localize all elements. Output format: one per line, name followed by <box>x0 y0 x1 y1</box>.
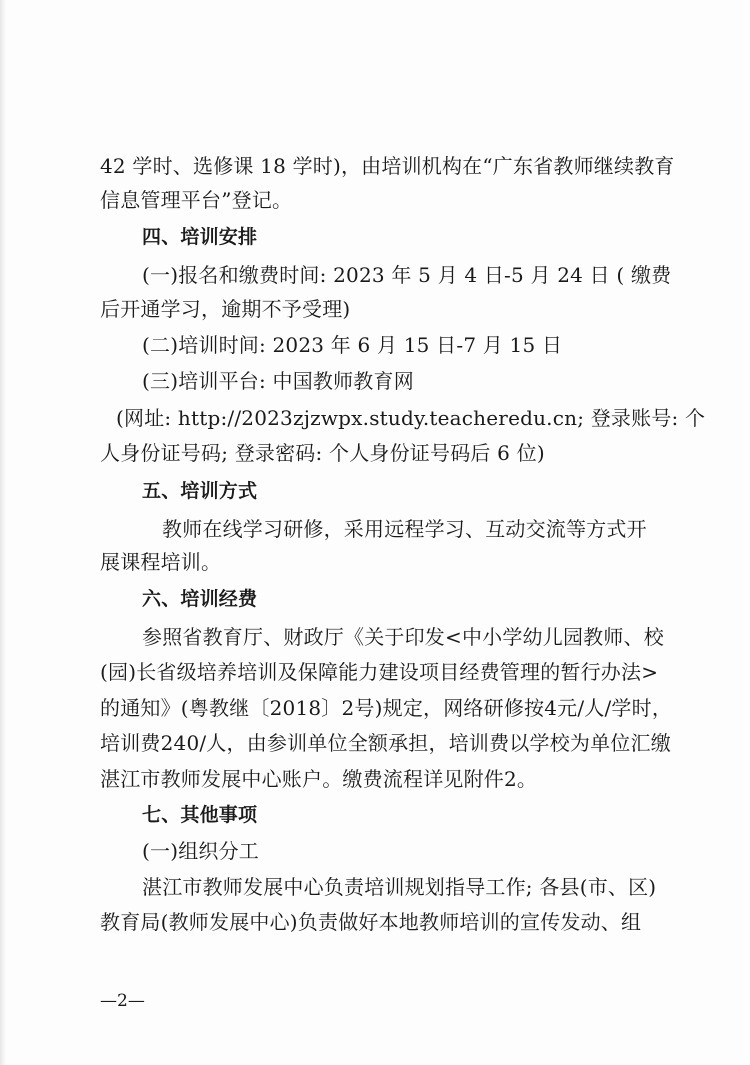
body-line-13: 的通知》(粤教继〔2018〕2号)规定，网络研修按4元/人/学时， <box>100 696 673 720</box>
page-edge-shadow <box>0 0 6 1065</box>
body-line-1: 42 学时、选修课 18 学时)，由培训机构在“广东省教师继续教育 <box>100 154 675 178</box>
section-heading-7: 七、其他事项 <box>142 804 258 826</box>
body-line-4: 后开通学习，逾期不予受理) <box>100 297 351 321</box>
body-line-17: 湛江市教师发展中心负责培训规划指导工作; 各县(市、区) <box>142 875 657 899</box>
body-line-18: 教育局(教师发展中心)负责做好本地教师培训的宣传发动、组 <box>100 910 642 934</box>
section-heading-6: 六、培训经费 <box>142 588 258 610</box>
page-number: —2— <box>100 991 145 1011</box>
section-heading-5: 五、培训方式 <box>142 480 258 502</box>
section-heading-4: 四、培训安排 <box>142 226 258 248</box>
body-line-9: 教师在线学习研修，采用远程学习、互动交流等方式开 <box>162 517 647 541</box>
body-line-14: 培训费240/人，由参训单位全额承担，培训费以学校为单位汇缴 <box>100 731 671 755</box>
body-line-3: (一)报名和缴费时间: 2023 年 5 月 4 日-5 月 24 日 ( 缴费 <box>142 263 672 287</box>
body-line-2: 信息管理平台”登记。 <box>100 188 293 212</box>
body-line-16: (一)组织分工 <box>142 839 260 863</box>
body-line-6: (三)培训平台: 中国教师教育网 <box>142 369 414 393</box>
body-line-15: 湛江市教师发展中心账户。缴费流程详见附件2。 <box>100 767 538 791</box>
body-line-5: (二)培训时间: 2023 年 6 月 15 日-7 月 15 日 <box>142 333 563 357</box>
body-line-7: (网址: http://2023zjzwpx.study.teacheredu.cn; 登录账号: 个 <box>116 406 706 430</box>
body-line-8: 人身份证号码; 登录密码: 个人身份证号码后 6 位) <box>100 441 545 465</box>
body-line-11: 参照省教育厅、财政厅《关于印发<中小学幼儿园教师、校 <box>142 625 664 649</box>
body-line-10: 展课程培训。 <box>100 550 222 574</box>
body-line-12: (园)长省级培养培训及保障能力建设项目经费管理的暂行办法> <box>100 660 659 684</box>
